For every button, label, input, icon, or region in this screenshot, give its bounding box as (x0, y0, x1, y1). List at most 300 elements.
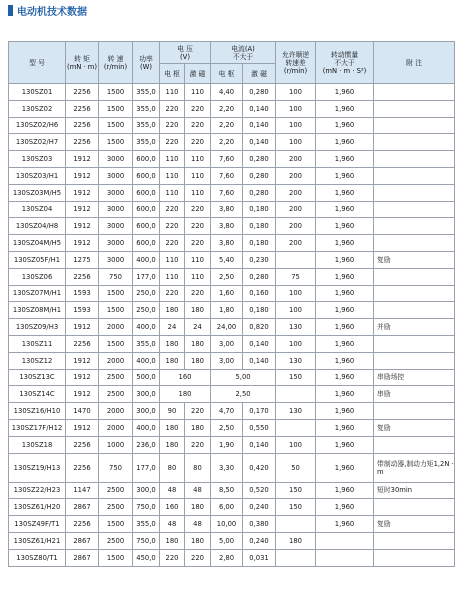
cell-voltage-field: 180 (185, 499, 211, 516)
cell-current-armature: 2,80 (211, 549, 243, 566)
table-row (9, 251, 455, 268)
cell-torque: 2867 (66, 532, 99, 549)
cell-current-field: 0,240 (243, 499, 276, 516)
cell-current-armature: 1,90 (211, 436, 243, 453)
cell-speed: 3000 (99, 184, 133, 201)
table-row (9, 117, 455, 134)
header-inertia: 转动惯量 不大于 (mN · m · S²) (316, 42, 374, 84)
cell-torque: 1912 (66, 386, 99, 403)
cell-note (374, 352, 455, 369)
cell-power: 250,0 (133, 285, 160, 302)
header-speed: 转 速 (r/min) (99, 42, 133, 84)
header-allowed-speed-diff: 允许顺逆 转速差 (r/min) (276, 42, 316, 84)
cell-current-field: 0,180 (243, 235, 276, 252)
cell-inertia: 1,960 (316, 335, 374, 352)
cell-power: 600,0 (133, 167, 160, 184)
cell-voltage-armature: 110 (160, 167, 185, 184)
cell-inertia: 1,960 (316, 251, 374, 268)
cell-model: 130SZ06 (9, 268, 66, 285)
cell-power: 177,0 (133, 453, 160, 482)
cell-voltage-field: 220 (185, 218, 211, 235)
cell-torque: 1147 (66, 482, 99, 499)
cell-model: 130SZ12 (9, 352, 66, 369)
cell-voltage-armature: 220 (160, 235, 185, 252)
cell-speed: 1500 (99, 335, 133, 352)
cell-voltage-armature: 220 (160, 100, 185, 117)
cell-current-field: 0,280 (243, 184, 276, 201)
cell-power: 400,0 (133, 352, 160, 369)
section-title-text: 电动机技术数据 (17, 6, 87, 18)
cell-current-armature: 3,00 (211, 335, 243, 352)
cell-current-field: 0,280 (243, 167, 276, 184)
cell-current-armature: 2,20 (211, 117, 243, 134)
cell-inertia: 1,960 (316, 285, 374, 302)
table-row (9, 403, 455, 420)
cell-power: 750,0 (133, 499, 160, 516)
cell-torque: 1912 (66, 218, 99, 235)
cell-speed: 1500 (99, 302, 133, 319)
table-row (9, 419, 455, 436)
cell-model: 130SZ05F/H1 (9, 251, 66, 268)
header-note: 附 注 (374, 42, 455, 84)
cell-speed: 3000 (99, 201, 133, 218)
table-row (9, 386, 455, 403)
cell-inertia: 1,960 (316, 235, 374, 252)
cell-note: 带制动器,制动力矩1,2N · m (374, 453, 455, 482)
table-row (9, 268, 455, 285)
cell-speed: 1500 (99, 84, 133, 101)
cell-speed: 2500 (99, 369, 133, 386)
cell-torque: 2256 (66, 335, 99, 352)
cell-current-armature: 24,00 (211, 319, 243, 336)
cell-note (374, 117, 455, 134)
cell-voltage-field: 110 (185, 184, 211, 201)
table-row (9, 100, 455, 117)
cell-current-armature: 3,80 (211, 235, 243, 252)
cell-note (374, 532, 455, 549)
cell-current-armature: 5,40 (211, 251, 243, 268)
cell-voltage-field: 220 (185, 100, 211, 117)
cell-allowed-speed-diff: 100 (276, 100, 316, 117)
cell-model: 130SZ07M/H1 (9, 285, 66, 302)
table-row (9, 335, 455, 352)
cell-allowed-speed-diff (276, 419, 316, 436)
cell-power: 300,0 (133, 386, 160, 403)
cell-power: 600,0 (133, 235, 160, 252)
cell-torque: 1912 (66, 319, 99, 336)
cell-note: 串励场控 (374, 369, 455, 386)
cell-current-armature: 6,00 (211, 499, 243, 516)
header-torque: 转 矩 (mN · m) (66, 42, 99, 84)
cell-current-armature: 1,80 (211, 302, 243, 319)
cell-allowed-speed-diff: 100 (276, 436, 316, 453)
table-row (9, 218, 455, 235)
cell-current-armature: 10,00 (211, 516, 243, 533)
cell-inertia: 1,960 (316, 134, 374, 151)
cell-power: 600,0 (133, 151, 160, 168)
cell-model: 130SZ14C (9, 386, 66, 403)
cell-speed: 3000 (99, 167, 133, 184)
cell-model: 130SZ04/H8 (9, 218, 66, 235)
cell-speed: 750 (99, 453, 133, 482)
cell-speed: 1000 (99, 436, 133, 453)
cell-inertia: 1,960 (316, 403, 374, 420)
cell-inertia: 1,960 (316, 100, 374, 117)
cell-power: 400,0 (133, 251, 160, 268)
cell-model: 130SZ01 (9, 84, 66, 101)
cell-speed: 3000 (99, 218, 133, 235)
cell-model: 130SZ03 (9, 151, 66, 168)
cell-note (374, 549, 455, 566)
cell-model: 130SZ61/H20 (9, 499, 66, 516)
cell-allowed-speed-diff: 200 (276, 201, 316, 218)
cell-voltage-armature: 90 (160, 403, 185, 420)
cell-allowed-speed-diff: 75 (276, 268, 316, 285)
cell-power: 300,0 (133, 482, 160, 499)
cell-voltage-armature: 220 (160, 201, 185, 218)
cell-power: 250,0 (133, 302, 160, 319)
cell-allowed-speed-diff: 200 (276, 167, 316, 184)
cell-model: 130SZ04M/H5 (9, 235, 66, 252)
cell-voltage-armature: 80 (160, 453, 185, 482)
cell-current-field: 0,550 (243, 419, 276, 436)
table-row (9, 453, 455, 482)
cell-inertia: 1,960 (316, 151, 374, 168)
cell-current-armature: 7,60 (211, 151, 243, 168)
cell-power: 355,0 (133, 117, 160, 134)
cell-note: 复励 (374, 419, 455, 436)
table-row (9, 151, 455, 168)
cell-allowed-speed-diff: 200 (276, 151, 316, 168)
cell-allowed-speed-diff: 100 (276, 134, 316, 151)
cell-model: 130SZ03M/H5 (9, 184, 66, 201)
motor-spec-table (8, 41, 455, 567)
cell-speed: 2000 (99, 403, 133, 420)
cell-power: 355,0 (133, 84, 160, 101)
cell-voltage-field: 110 (185, 151, 211, 168)
cell-model: 130SZ04 (9, 201, 66, 218)
cell-voltage-field: 220 (185, 285, 211, 302)
cell-torque: 2256 (66, 117, 99, 134)
table-row (9, 516, 455, 533)
cell-inertia: 1,960 (316, 453, 374, 482)
cell-current-armature: 4,40 (211, 84, 243, 101)
cell-speed: 750 (99, 268, 133, 285)
cell-inertia: 1,960 (316, 352, 374, 369)
cell-allowed-speed-diff: 180 (276, 532, 316, 549)
cell-speed: 1500 (99, 100, 133, 117)
table-row (9, 482, 455, 499)
cell-inertia: 1,960 (316, 369, 374, 386)
cell-voltage-field: 24 (185, 319, 211, 336)
cell-inertia: 1,960 (316, 499, 374, 516)
table-row (9, 532, 455, 549)
cell-torque: 2867 (66, 499, 99, 516)
cell-speed: 3000 (99, 151, 133, 168)
cell-torque: 1912 (66, 184, 99, 201)
table-row (9, 84, 455, 101)
cell-speed: 3000 (99, 251, 133, 268)
cell-voltage-field: 220 (185, 201, 211, 218)
cell-allowed-speed-diff: 100 (276, 302, 316, 319)
cell-torque: 2867 (66, 549, 99, 566)
cell-allowed-speed-diff: 200 (276, 235, 316, 252)
cell-power: 355,0 (133, 335, 160, 352)
cell-torque: 1912 (66, 151, 99, 168)
cell-current: 2,50 (211, 386, 276, 403)
cell-note (374, 218, 455, 235)
cell-model: 130SZ17F/H12 (9, 419, 66, 436)
cell-current-field: 0,280 (243, 268, 276, 285)
cell-torque: 2256 (66, 516, 99, 533)
cell-torque: 2256 (66, 84, 99, 101)
table-row (9, 285, 455, 302)
cell-voltage-armature: 110 (160, 184, 185, 201)
cell-speed: 2500 (99, 386, 133, 403)
cell-current-field: 0,180 (243, 218, 276, 235)
cell-note: 并励 (374, 319, 455, 336)
cell-voltage-armature: 180 (160, 436, 185, 453)
cell-current-field: 0,280 (243, 84, 276, 101)
cell-model: 130SZ19/H13 (9, 453, 66, 482)
cell-note (374, 84, 455, 101)
cell-model: 130SZ80/T1 (9, 549, 66, 566)
cell-voltage-armature: 220 (160, 285, 185, 302)
header-model: 型 号 (9, 42, 66, 84)
cell-allowed-speed-diff: 100 (276, 335, 316, 352)
cell-allowed-speed-diff: 100 (276, 84, 316, 101)
cell-current-field: 0,160 (243, 285, 276, 302)
cell-note (374, 184, 455, 201)
cell-current-armature: 2,50 (211, 268, 243, 285)
cell-voltage-armature: 110 (160, 251, 185, 268)
cell-inertia: 1,960 (316, 516, 374, 533)
cell-model: 130SZ02/H6 (9, 117, 66, 134)
cell-current-field: 0,031 (243, 549, 276, 566)
cell-current-field: 0,170 (243, 403, 276, 420)
cell-voltage-field: 180 (185, 419, 211, 436)
cell-inertia: 1,960 (316, 84, 374, 101)
cell-current: 5,00 (211, 369, 276, 386)
cell-power: 177,0 (133, 268, 160, 285)
table-row (9, 302, 455, 319)
table-row (9, 201, 455, 218)
header-voltage-armature: 电 枢 (160, 64, 185, 84)
cell-allowed-speed-diff: 150 (276, 369, 316, 386)
cell-torque: 1912 (66, 201, 99, 218)
cell-note (374, 403, 455, 420)
cell-voltage: 160 (160, 369, 211, 386)
cell-allowed-speed-diff (276, 251, 316, 268)
cell-speed: 1500 (99, 285, 133, 302)
section-title (8, 3, 87, 17)
cell-model: 130SZ49F/T1 (9, 516, 66, 533)
cell-power: 355,0 (133, 516, 160, 533)
cell-note (374, 436, 455, 453)
cell-current-field: 0,140 (243, 100, 276, 117)
cell-note (374, 235, 455, 252)
cell-current-field: 0,520 (243, 482, 276, 499)
cell-voltage-field: 48 (185, 482, 211, 499)
cell-note (374, 151, 455, 168)
cell-torque: 1275 (66, 251, 99, 268)
cell-inertia: 1,960 (316, 302, 374, 319)
cell-inertia: 1,960 (316, 386, 374, 403)
cell-current-armature: 3,80 (211, 201, 243, 218)
cell-torque: 1912 (66, 167, 99, 184)
cell-note (374, 167, 455, 184)
cell-inertia: 1,960 (316, 482, 374, 499)
cell-note (374, 335, 455, 352)
cell-voltage: 180 (160, 386, 211, 403)
cell-torque: 2256 (66, 268, 99, 285)
cell-voltage-armature: 220 (160, 134, 185, 151)
cell-current-field: 0,140 (243, 436, 276, 453)
cell-note: 复励 (374, 251, 455, 268)
cell-allowed-speed-diff: 50 (276, 453, 316, 482)
cell-current-armature: 7,60 (211, 167, 243, 184)
cell-torque: 1470 (66, 403, 99, 420)
cell-current-armature: 1,60 (211, 285, 243, 302)
cell-voltage-field: 220 (185, 134, 211, 151)
cell-current-armature: 3,30 (211, 453, 243, 482)
cell-voltage-field: 220 (185, 403, 211, 420)
cell-voltage-armature: 220 (160, 549, 185, 566)
cell-current-armature: 2,20 (211, 134, 243, 151)
cell-power: 600,0 (133, 218, 160, 235)
cell-current-field: 0,820 (243, 319, 276, 336)
cell-current-field: 0,280 (243, 151, 276, 168)
cell-power: 600,0 (133, 184, 160, 201)
cell-note (374, 134, 455, 151)
table-row (9, 352, 455, 369)
cell-power: 500,0 (133, 369, 160, 386)
cell-speed: 2000 (99, 419, 133, 436)
cell-torque: 1593 (66, 302, 99, 319)
cell-voltage-armature: 180 (160, 335, 185, 352)
cell-current-armature: 5,00 (211, 532, 243, 549)
title-marker-icon (8, 5, 13, 16)
cell-allowed-speed-diff: 130 (276, 352, 316, 369)
cell-power: 400,0 (133, 319, 160, 336)
cell-current-armature: 7,60 (211, 184, 243, 201)
cell-note: 复励 (374, 516, 455, 533)
cell-note (374, 285, 455, 302)
cell-current-field: 0,240 (243, 532, 276, 549)
cell-allowed-speed-diff: 100 (276, 117, 316, 134)
cell-note (374, 302, 455, 319)
cell-inertia (316, 549, 374, 566)
cell-voltage-armature: 220 (160, 117, 185, 134)
cell-model: 130SZ13C (9, 369, 66, 386)
cell-voltage-field: 110 (185, 268, 211, 285)
cell-allowed-speed-diff: 100 (276, 285, 316, 302)
cell-current-armature: 2,20 (211, 100, 243, 117)
cell-voltage-armature: 220 (160, 218, 185, 235)
cell-torque: 2256 (66, 436, 99, 453)
cell-speed: 1500 (99, 117, 133, 134)
cell-voltage-field: 220 (185, 117, 211, 134)
cell-voltage-field: 180 (185, 352, 211, 369)
cell-allowed-speed-diff: 200 (276, 218, 316, 235)
cell-voltage-armature: 110 (160, 84, 185, 101)
cell-note: 短时30min (374, 482, 455, 499)
cell-torque: 1912 (66, 352, 99, 369)
cell-torque: 2256 (66, 453, 99, 482)
cell-voltage-armature: 110 (160, 151, 185, 168)
cell-power: 750,0 (133, 532, 160, 549)
header-current: 电流(A) 不大于 (211, 42, 276, 64)
cell-inertia: 1,960 (316, 117, 374, 134)
cell-power: 450,0 (133, 549, 160, 566)
cell-current-armature: 8,50 (211, 482, 243, 499)
cell-voltage-armature: 48 (160, 482, 185, 499)
cell-inertia: 1,960 (316, 319, 374, 336)
cell-current-armature: 4,70 (211, 403, 243, 420)
cell-current-field: 0,230 (243, 251, 276, 268)
cell-voltage-field: 220 (185, 549, 211, 566)
cell-torque: 2256 (66, 134, 99, 151)
cell-power: 355,0 (133, 134, 160, 151)
cell-current-field: 0,140 (243, 352, 276, 369)
cell-speed: 1500 (99, 516, 133, 533)
table-row (9, 369, 455, 386)
cell-voltage-armature: 160 (160, 499, 185, 516)
table-row (9, 184, 455, 201)
cell-speed: 1500 (99, 549, 133, 566)
cell-current-field: 0,180 (243, 201, 276, 218)
cell-model: 130SZ18 (9, 436, 66, 453)
cell-voltage-field: 180 (185, 532, 211, 549)
cell-note (374, 201, 455, 218)
cell-note (374, 499, 455, 516)
cell-voltage-armature: 180 (160, 302, 185, 319)
table-row (9, 319, 455, 336)
cell-voltage-armature: 180 (160, 419, 185, 436)
cell-torque: 1912 (66, 235, 99, 252)
cell-inertia: 1,960 (316, 436, 374, 453)
table-row (9, 499, 455, 516)
cell-model: 130SZ02 (9, 100, 66, 117)
cell-model: 130SZ22/H23 (9, 482, 66, 499)
cell-model: 130SZ09/H3 (9, 319, 66, 336)
cell-speed: 3000 (99, 235, 133, 252)
cell-current-armature: 3,80 (211, 218, 243, 235)
table-row (9, 235, 455, 252)
cell-current-field: 0,180 (243, 302, 276, 319)
cell-voltage-field: 110 (185, 84, 211, 101)
cell-note (374, 100, 455, 117)
cell-speed: 2500 (99, 532, 133, 549)
cell-speed: 2500 (99, 499, 133, 516)
cell-voltage-field: 110 (185, 167, 211, 184)
cell-current-field: 0,380 (243, 516, 276, 533)
cell-speed: 2000 (99, 319, 133, 336)
cell-model: 130SZ02/H7 (9, 134, 66, 151)
header-power: 功率 (W) (133, 42, 160, 84)
cell-allowed-speed-diff: 130 (276, 403, 316, 420)
cell-current-field: 0,140 (243, 134, 276, 151)
cell-torque: 2256 (66, 100, 99, 117)
cell-inertia: 1,960 (316, 167, 374, 184)
cell-speed: 2500 (99, 482, 133, 499)
cell-model: 130SZ11 (9, 335, 66, 352)
cell-torque: 1912 (66, 419, 99, 436)
table-row (9, 167, 455, 184)
cell-note (374, 268, 455, 285)
cell-power: 355,0 (133, 100, 160, 117)
cell-model: 130SZ16/H10 (9, 403, 66, 420)
